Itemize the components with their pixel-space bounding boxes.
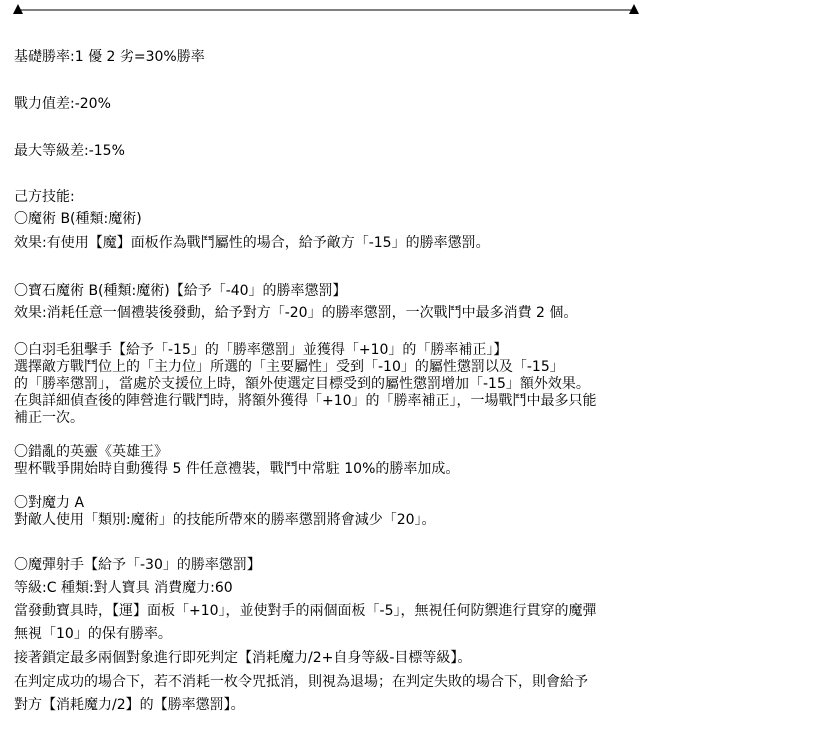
skill-title: 〇對魔力 A	[14, 495, 85, 511]
skill-line: 接著鎖定最多兩個對象進行即死判定【消耗魔力/2+自身等級-目標等級】。	[14, 650, 472, 666]
skill-line: 補正一次。	[14, 410, 84, 426]
skill-line: 的「勝率懲罰」，當處於支援位上時，額外使選定目標受到的屬性懲罰增加「-15」額外效果。	[14, 376, 590, 392]
skill-line: 在判定成功的場合下，若不消耗一枚令咒抵消，則視為退場；在判定失敗的場合下，則會給予	[14, 674, 588, 690]
skills-heading: 己方技能:	[14, 189, 75, 205]
skill-line: 選擇敵方戰鬥位上的「主力位」所選的「主要屬性」受到「-10」的屬性懲罰以及「-15」	[14, 359, 564, 375]
skill-title: 〇魔術 B(種類:魔術)	[14, 211, 142, 227]
skill-line: 效果:消耗任意一個禮裝後發動，給予對方「-20」的勝率懲罰，一次戰鬥中最多消費 2 個。	[14, 305, 578, 321]
max-level-diff: 最大等級差:-15%	[14, 143, 125, 159]
skill-line: 在與詳細偵查後的陣營進行戰鬥時，將額外獲得「+10」的「勝率補正」，一場戰鬥中最多只能	[14, 393, 597, 409]
skill-line: 無視「10」的保有勝率。	[14, 626, 172, 642]
arrow-left-icon	[13, 4, 23, 14]
skill-title: 〇白羽毛狙擊手【給予「-15」的「勝率懲罰」並獲得「+10」的「勝率補正」】	[14, 342, 508, 358]
arrow-right-icon	[629, 4, 639, 14]
skill-line: 對方【消耗魔力/2】的【勝率懲罰】。	[14, 697, 245, 713]
skill-title: 〇魔彈射手【給予「-30」的勝率懲罰】	[14, 557, 261, 573]
skill-line: 當發動寶具時，【運】面板「+10」，並使對手的兩個面板「-5」，無視任何防禦進行貫穿的魔彈	[14, 603, 597, 619]
skill-line: 等級:C 種類:對人寶具 消費魔力:60	[14, 580, 233, 596]
skill-title: 〇寶石魔術 B(種類:魔術)【給予「-40」的勝率懲罰】	[14, 283, 347, 299]
skill-title: 〇錯亂的英靈《英雄王》	[14, 444, 168, 460]
skill-line: 聖杯戰爭開始時自動獲得 5 件任意禮裝，戰鬥中常駐 10%的勝率加成。	[14, 461, 460, 477]
divider-rule	[0, 0, 839, 20]
skill-line: 效果:有使用【魔】面板作為戰鬥屬性的場合，給予敵方「-15」的勝率懲罰。	[14, 235, 490, 251]
skill-line: 對敵人使用「類別:魔術」的技能所帶來的勝率懲罰將會減少「20」。	[14, 512, 436, 528]
power-diff: 戰力值差:-20%	[14, 96, 111, 112]
base-rate: 基礎勝率:1 優 2 劣=30%勝率	[14, 49, 205, 65]
